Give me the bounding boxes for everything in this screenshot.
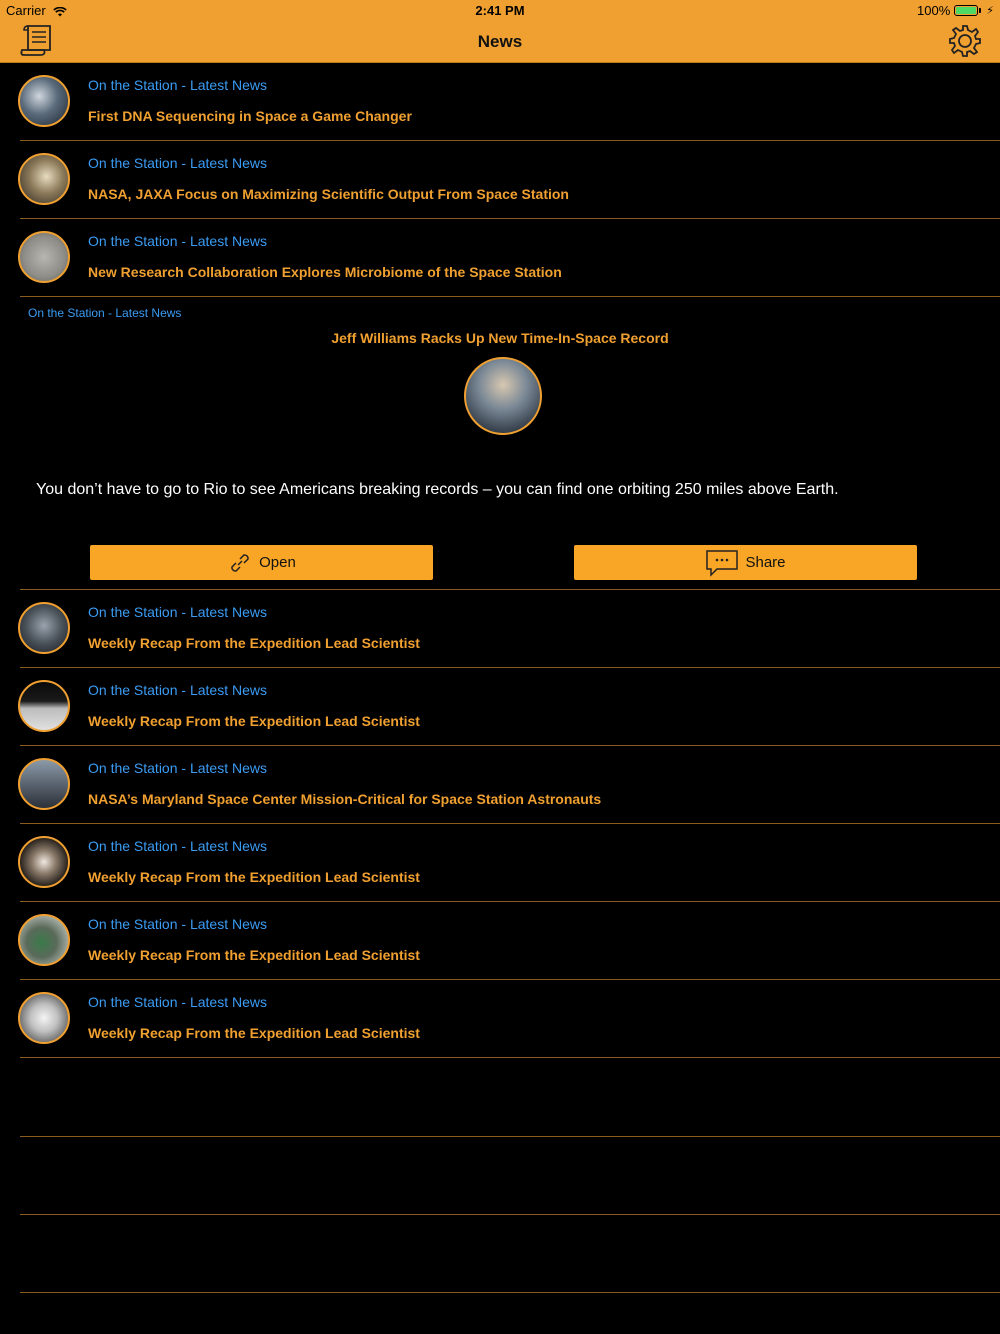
- article-title: Weekly Recap From the Expedition Lead Scientist: [88, 1025, 420, 1041]
- battery-icon: [954, 5, 978, 16]
- article-title: New Research Collaboration Explores Microbiome of the Space Station: [88, 264, 562, 280]
- article-category: On the Station - Latest News: [88, 994, 267, 1010]
- list-item[interactable]: [0, 590, 1000, 668]
- article-thumbnail: [18, 75, 70, 127]
- article-thumbnail: [18, 680, 70, 732]
- article-title: NASA, JAXA Focus on Maximizing Scientific Output From Space Station: [88, 186, 569, 202]
- article-category: On the Station - Latest News: [88, 155, 267, 171]
- article-thumbnail: [18, 914, 70, 966]
- article-thumbnail: [18, 602, 70, 654]
- list-item[interactable]: [0, 980, 1000, 1058]
- empty-row-divider: [20, 1214, 1000, 1215]
- status-time: 2:41 PM: [475, 3, 525, 18]
- link-icon: [227, 550, 253, 576]
- list-item[interactable]: [0, 824, 1000, 902]
- article-title: Weekly Recap From the Expedition Lead Scientist: [88, 869, 420, 885]
- article-summary: You don’t have to go to Rio to see Americans breaking records – you can find one orbiting 250 miles above Earth.: [36, 481, 839, 498]
- page-title: News: [477, 32, 523, 51]
- share-button[interactable]: [574, 545, 917, 580]
- expanded-article: [0, 296, 1000, 590]
- article-category: On the Station - Latest News: [88, 682, 267, 698]
- article-title: Weekly Recap From the Expedition Lead Scientist: [88, 947, 420, 963]
- navigation-bar: [0, 0, 1000, 63]
- gear-icon[interactable]: [948, 24, 982, 58]
- article-category: On the Station - Latest News: [28, 306, 182, 320]
- article-title: Weekly Recap From the Expedition Lead Scientist: [88, 635, 420, 651]
- article-thumbnail: [18, 758, 70, 810]
- carrier-label: Carrier: [6, 3, 46, 18]
- share-button-label: Share: [745, 554, 786, 571]
- list-item[interactable]: [0, 746, 1000, 824]
- article-thumbnail: [18, 992, 70, 1044]
- message-icon: [705, 549, 739, 577]
- open-button-label: Open: [259, 554, 296, 571]
- list-item[interactable]: [0, 902, 1000, 980]
- article-category: On the Station - Latest News: [88, 604, 267, 620]
- article-title: NASA’s Maryland Space Center Mission-Critical for Space Station Astronauts: [88, 791, 602, 807]
- open-button[interactable]: [90, 545, 433, 580]
- battery-percent: 100%: [917, 3, 951, 18]
- article-category: On the Station - Latest News: [88, 233, 267, 249]
- list-item[interactable]: [0, 219, 1000, 297]
- article-image: [464, 357, 542, 435]
- article-thumbnail: [18, 836, 70, 888]
- list-item[interactable]: [0, 141, 1000, 219]
- article-title: First DNA Sequencing in Space a Game Changer: [88, 108, 412, 124]
- article-title: Jeff Williams Racks Up New Time-In-Space Record: [331, 330, 669, 346]
- charging-bolt-icon: ⚡: [986, 5, 994, 17]
- article-thumbnail: [18, 153, 70, 205]
- list-item[interactable]: [0, 63, 1000, 141]
- empty-row-divider: [20, 1292, 1000, 1293]
- list-item[interactable]: [0, 668, 1000, 746]
- article-category: On the Station - Latest News: [88, 760, 267, 776]
- article-category: On the Station - Latest News: [88, 838, 267, 854]
- status-battery: [917, 3, 994, 18]
- article-category: On the Station - Latest News: [88, 77, 267, 93]
- article-thumbnail: [18, 231, 70, 283]
- empty-row-divider: [20, 1136, 1000, 1137]
- article-category: On the Station - Latest News: [88, 916, 267, 932]
- article-title: Weekly Recap From the Expedition Lead Scientist: [88, 713, 420, 729]
